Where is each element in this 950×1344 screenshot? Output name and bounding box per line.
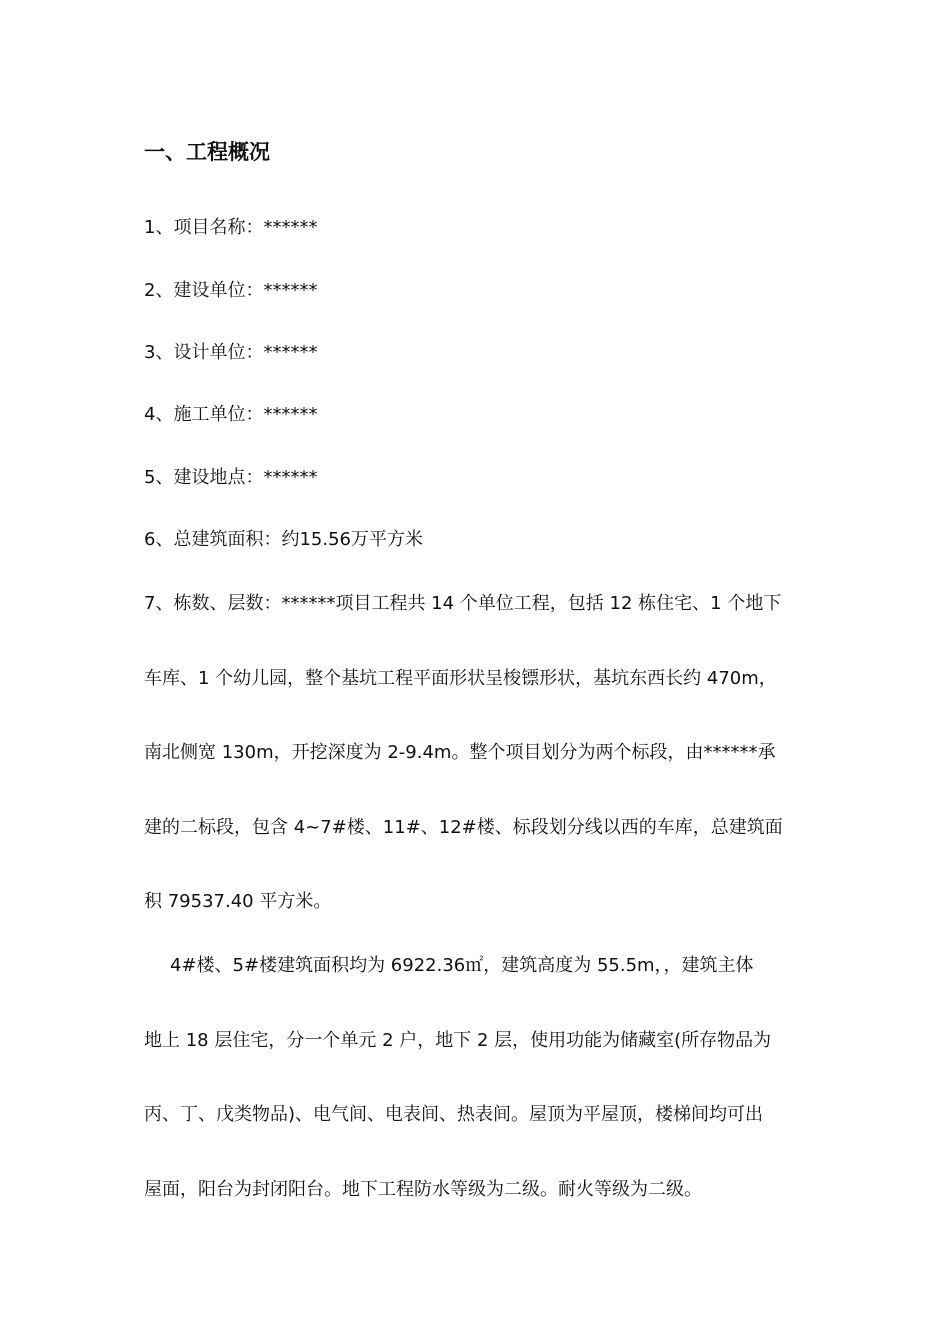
- item-total-area: 6、总建筑面积：约15.56万平方米: [144, 529, 423, 550]
- paragraph1-line: 车库、1 个幼儿园，整个基坑工程平面形状呈梭镖形状，基坑东西长约 470m，: [144, 668, 777, 689]
- item-location: 5、建设地点：******: [144, 467, 318, 488]
- paragraph2-line: 地上 18 层住宅，分一个单元 2 户，地下 2 层，使用功能为储藏室(所存物品为: [144, 1030, 772, 1051]
- paragraph1-line: 7、栋数、层数：******项目工程共 14 个单位工程，包括 12 栋住宅、1 个地下: [144, 593, 782, 614]
- item-design-unit: 3、设计单位：******: [144, 342, 318, 363]
- paragraph2-line: 丙、丁、戊类物品)、电气间、电表间、热表间。屋顶为平屋顶，楼梯间均可出: [144, 1104, 764, 1125]
- item-construction-unit: 4、施工单位：******: [144, 404, 318, 425]
- paragraph1-line: 积 79537.40 平方米。: [144, 891, 332, 912]
- item-project-name: 1、项目名称：******: [144, 217, 318, 238]
- section-heading: 一、工程概况: [144, 140, 270, 164]
- paragraph2-line: 屋面，阳台为封闭阳台。地下工程防水等级为二级。耐火等级为二级。: [144, 1179, 702, 1200]
- item-developer: 2、建设单位：******: [144, 280, 318, 301]
- paragraph1-line: 建的二标段，包含 4~7#楼、11#、12#楼、标段划分线以西的车库，总建筑面: [144, 817, 783, 838]
- paragraph1-line: 南北侧宽 130m，开挖深度为 2-9.4m。整个项目划分为两个标段，由******承: [144, 742, 776, 763]
- paragraph2-line: 4#楼、5#楼建筑面积均为 6922.36㎡，建筑高度为 55.5m，，建筑主体: [170, 955, 754, 976]
